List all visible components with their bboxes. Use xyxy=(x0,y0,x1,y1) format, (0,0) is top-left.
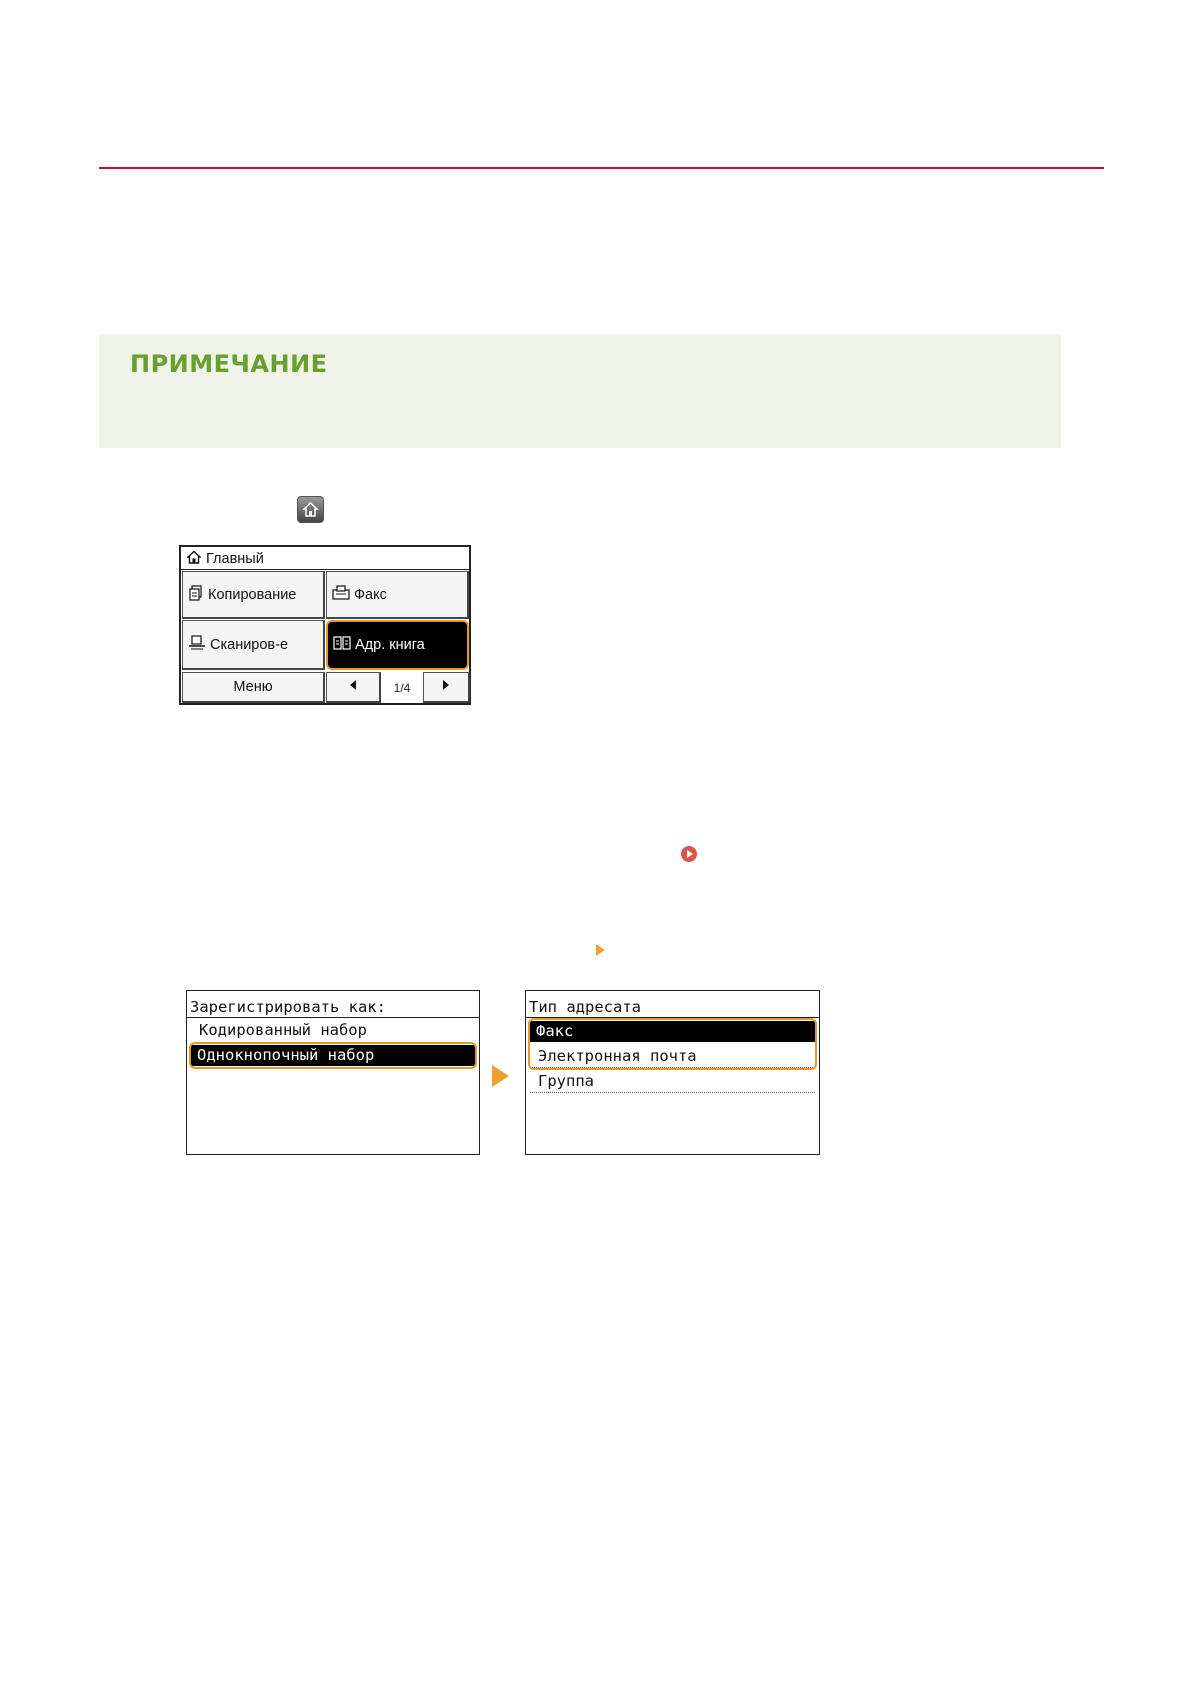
address-book-button[interactable] xyxy=(326,620,469,670)
list-item-coded-dial[interactable]: Кодированный набор xyxy=(199,1021,367,1039)
home-key-icon xyxy=(297,496,324,523)
fax-button[interactable] xyxy=(326,571,469,619)
home-title-label: Главный xyxy=(206,551,264,567)
list-item-fax[interactable]: Факс xyxy=(530,1021,815,1042)
page-indicator: 1/4 xyxy=(393,681,411,695)
menu-label: Меню xyxy=(233,679,273,695)
copy-icon xyxy=(188,585,204,605)
destination-type-screen xyxy=(525,990,820,1155)
scan-icon xyxy=(188,635,206,655)
transition-arrow-icon xyxy=(492,1065,509,1087)
scan-button[interactable] xyxy=(182,620,325,670)
fax-icon xyxy=(332,585,350,604)
reference-link-icon[interactable] xyxy=(681,846,697,862)
list-item-one-touch[interactable]: Однокнопочный набор xyxy=(191,1045,475,1066)
scan-label: Сканиров-е xyxy=(210,636,289,653)
arrow-right-icon xyxy=(441,679,451,695)
register-as-header: Зарегистрировать как: xyxy=(190,998,386,1016)
arrow-left-icon xyxy=(348,679,358,695)
address-book-icon xyxy=(333,636,351,654)
list-item-group[interactable]: Группа xyxy=(530,1071,815,1093)
home-screen xyxy=(179,545,471,705)
home-screen-title xyxy=(187,549,264,569)
destination-type-header: Тип адресата xyxy=(529,998,641,1016)
fax-label: Факс xyxy=(354,586,387,603)
selection-highlight xyxy=(189,1042,477,1069)
next-page-button[interactable] xyxy=(423,672,470,703)
selection-highlight xyxy=(528,1018,817,1070)
header-divider xyxy=(187,1017,479,1018)
register-as-screen xyxy=(186,990,480,1155)
menu-button[interactable] xyxy=(182,672,325,703)
copy-label: Копирование xyxy=(208,586,297,603)
list-item-email[interactable]: Электронная почта xyxy=(530,1046,815,1068)
copy-button[interactable] xyxy=(182,571,325,619)
address-book-label: Адр. книга xyxy=(355,637,425,653)
prev-page-button[interactable] xyxy=(326,672,381,703)
next-step-arrow-icon xyxy=(596,944,605,956)
title-divider xyxy=(181,569,469,570)
note-title: ПРИМЕЧАНИЕ xyxy=(130,350,328,378)
home-icon xyxy=(187,550,201,568)
section-rule xyxy=(99,167,1104,169)
